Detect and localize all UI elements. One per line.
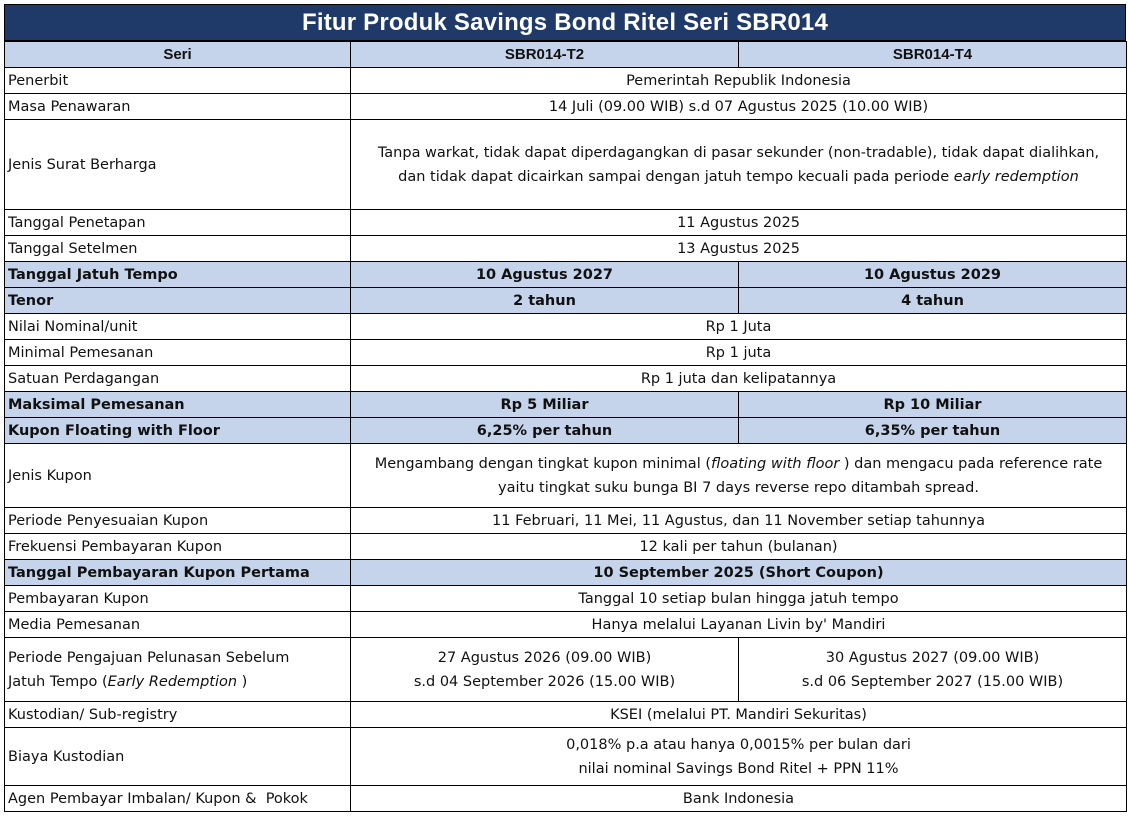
row-value: 12 kali per tahun (bulanan) bbox=[351, 534, 1127, 560]
row-masa-penawaran bbox=[5, 94, 1127, 120]
row-label: Tanggal Pembayaran Kupon Pertama bbox=[5, 560, 351, 586]
row-maksimal-pemesanan bbox=[5, 392, 1127, 418]
row-tanggal-penetapan bbox=[5, 210, 1127, 236]
row-value-t2: Rp 5 Miliar bbox=[351, 392, 739, 418]
row-value-t4: 6,35% per tahun bbox=[739, 418, 1127, 444]
row-label-line1: Periode Pengajuan Pelunasan Sebelum bbox=[8, 649, 290, 666]
row-jenis-kupon bbox=[5, 444, 1127, 508]
row-media-pemesanan bbox=[5, 612, 1127, 638]
row-value-emphasis: early redemption bbox=[953, 168, 1079, 185]
row-value-t2: 6,25% per tahun bbox=[351, 418, 739, 444]
row-label: Kustodian/ Sub-registry bbox=[5, 702, 351, 728]
row-value-t4: 10 Agustus 2029 bbox=[739, 262, 1127, 288]
series-t4-header: SBR014-T4 bbox=[739, 42, 1127, 68]
row-satuan-perdagangan bbox=[5, 366, 1127, 392]
row-value: 10 September 2025 (Short Coupon) bbox=[351, 560, 1127, 586]
row-value: Rp 1 Juta bbox=[351, 314, 1127, 340]
row-value: KSEI (melalui PT. Mandiri Sekuritas) bbox=[351, 702, 1127, 728]
row-jenis-surat-berharga bbox=[5, 120, 1127, 210]
row-value bbox=[351, 120, 1127, 210]
row-value-t4 bbox=[739, 638, 1127, 702]
row-value: 11 Agustus 2025 bbox=[351, 210, 1127, 236]
row-value-t2 bbox=[351, 638, 739, 702]
row-value-text-post: ) dan mengacu pada reference rate yaitu tingkat suku bunga BI 7 days reverse repo ditambah spread. bbox=[498, 455, 1103, 496]
series-t2-header: SBR014-T2 bbox=[351, 42, 739, 68]
row-value-t4: 4 tahun bbox=[739, 288, 1127, 314]
row-label: Nilai Nominal/unit bbox=[5, 314, 351, 340]
row-label: Tanggal Jatuh Tempo bbox=[5, 262, 351, 288]
sheet-title: Fitur Produk Savings Bond Ritel Seri SBR014 bbox=[4, 4, 1126, 41]
row-label: Periode Penyesuaian Kupon bbox=[5, 508, 351, 534]
row-nilai-nominal bbox=[5, 314, 1127, 340]
row-value: Hanya melalui Layanan Livin by' Mandiri bbox=[351, 612, 1127, 638]
row-kupon-floating bbox=[5, 418, 1127, 444]
row-value: Rp 1 juta bbox=[351, 340, 1127, 366]
features-table bbox=[4, 41, 1127, 812]
row-value-t2: 10 Agustus 2027 bbox=[351, 262, 739, 288]
row-kustodian bbox=[5, 702, 1127, 728]
row-tanggal-setelmen bbox=[5, 236, 1127, 262]
row-label bbox=[5, 638, 351, 702]
row-value-t4: Rp 10 Miliar bbox=[739, 392, 1127, 418]
row-label: Minimal Pemesanan bbox=[5, 340, 351, 366]
row-value: 11 Februari, 11 Mei, 11 Agustus, dan 11 November setiap tahunnya bbox=[351, 508, 1127, 534]
row-biaya-kustodian bbox=[5, 728, 1127, 786]
row-agen-pembayar bbox=[5, 786, 1127, 812]
row-label-emphasis: Early Redemption bbox=[107, 673, 238, 690]
row-value-t2-line1: 27 Agustus 2026 (09.00 WIB) bbox=[437, 649, 652, 666]
row-label: Maksimal Pemesanan bbox=[5, 392, 351, 418]
row-value bbox=[351, 444, 1127, 508]
row-periode-penyesuaian bbox=[5, 508, 1127, 534]
row-tenor bbox=[5, 288, 1127, 314]
row-value: 13 Agustus 2025 bbox=[351, 236, 1127, 262]
row-label: Pembayaran Kupon bbox=[5, 586, 351, 612]
row-value-text: Mengambang dengan tingkat kupon minimal ( bbox=[374, 455, 711, 472]
row-label: Tenor bbox=[5, 288, 351, 314]
row-label-post: ) bbox=[237, 673, 248, 690]
row-value-line1: 0,018% p.a atau hanya 0,0015% per bulan dari bbox=[566, 736, 911, 753]
row-value: Tanggal 10 setiap bulan hingga jatuh tempo bbox=[351, 586, 1127, 612]
row-value-t2-line2: s.d 04 September 2026 (15.00 WIB) bbox=[413, 673, 676, 690]
row-pembayaran-kupon bbox=[5, 586, 1127, 612]
row-jatuh-tempo bbox=[5, 262, 1127, 288]
row-value-t4-line2: s.d 06 September 2027 (15.00 WIB) bbox=[801, 673, 1064, 690]
row-label: Kupon Floating with Floor bbox=[5, 418, 351, 444]
row-label: Tanggal Penetapan bbox=[5, 210, 351, 236]
row-label: Penerbit bbox=[5, 68, 351, 94]
row-value-t4-line1: 30 Agustus 2027 (09.00 WIB) bbox=[825, 649, 1040, 666]
row-value-text: Tanpa warkat, tidak dapat diperdagangkan di pasar sekunder (non-tradable), tidak dapat dialihkan, dan tidak dapat dicairkan sampai dengan jatuh tempo kecuali pada periode bbox=[377, 144, 1100, 185]
row-value bbox=[351, 728, 1127, 786]
row-value-t2: 2 tahun bbox=[351, 288, 739, 314]
row-penerbit bbox=[5, 68, 1127, 94]
row-label: Frekuensi Pembayaran Kupon bbox=[5, 534, 351, 560]
row-early-redemption bbox=[5, 638, 1127, 702]
row-label-line2: Jatuh Tempo ( bbox=[8, 673, 108, 690]
row-label: Jenis Surat Berharga bbox=[5, 120, 351, 210]
series-header-label: Seri bbox=[5, 42, 351, 68]
row-minimal-pemesanan bbox=[5, 340, 1127, 366]
row-value: Rp 1 juta dan kelipatannya bbox=[351, 366, 1127, 392]
row-value-line2: nilai nominal Savings Bond Ritel + PPN 11% bbox=[578, 760, 899, 777]
row-label: Satuan Perdagangan bbox=[5, 366, 351, 392]
product-features-sheet bbox=[4, 4, 1126, 812]
series-header-row bbox=[5, 42, 1127, 68]
row-value: Bank Indonesia bbox=[351, 786, 1127, 812]
row-label: Media Pemesanan bbox=[5, 612, 351, 638]
row-value: Pemerintah Republik Indonesia bbox=[351, 68, 1127, 94]
row-label: Masa Penawaran bbox=[5, 94, 351, 120]
row-kupon-pertama bbox=[5, 560, 1127, 586]
row-frekuensi bbox=[5, 534, 1127, 560]
row-value-emphasis: floating with floor bbox=[711, 455, 840, 472]
row-label: Tanggal Setelmen bbox=[5, 236, 351, 262]
row-label: Biaya Kustodian bbox=[5, 728, 351, 786]
row-label: Jenis Kupon bbox=[5, 444, 351, 508]
row-value: 14 Juli (09.00 WIB) s.d 07 Agustus 2025 (10.00 WIB) bbox=[351, 94, 1127, 120]
row-label: Agen Pembayar Imbalan/ Kupon & Pokok bbox=[5, 786, 351, 812]
